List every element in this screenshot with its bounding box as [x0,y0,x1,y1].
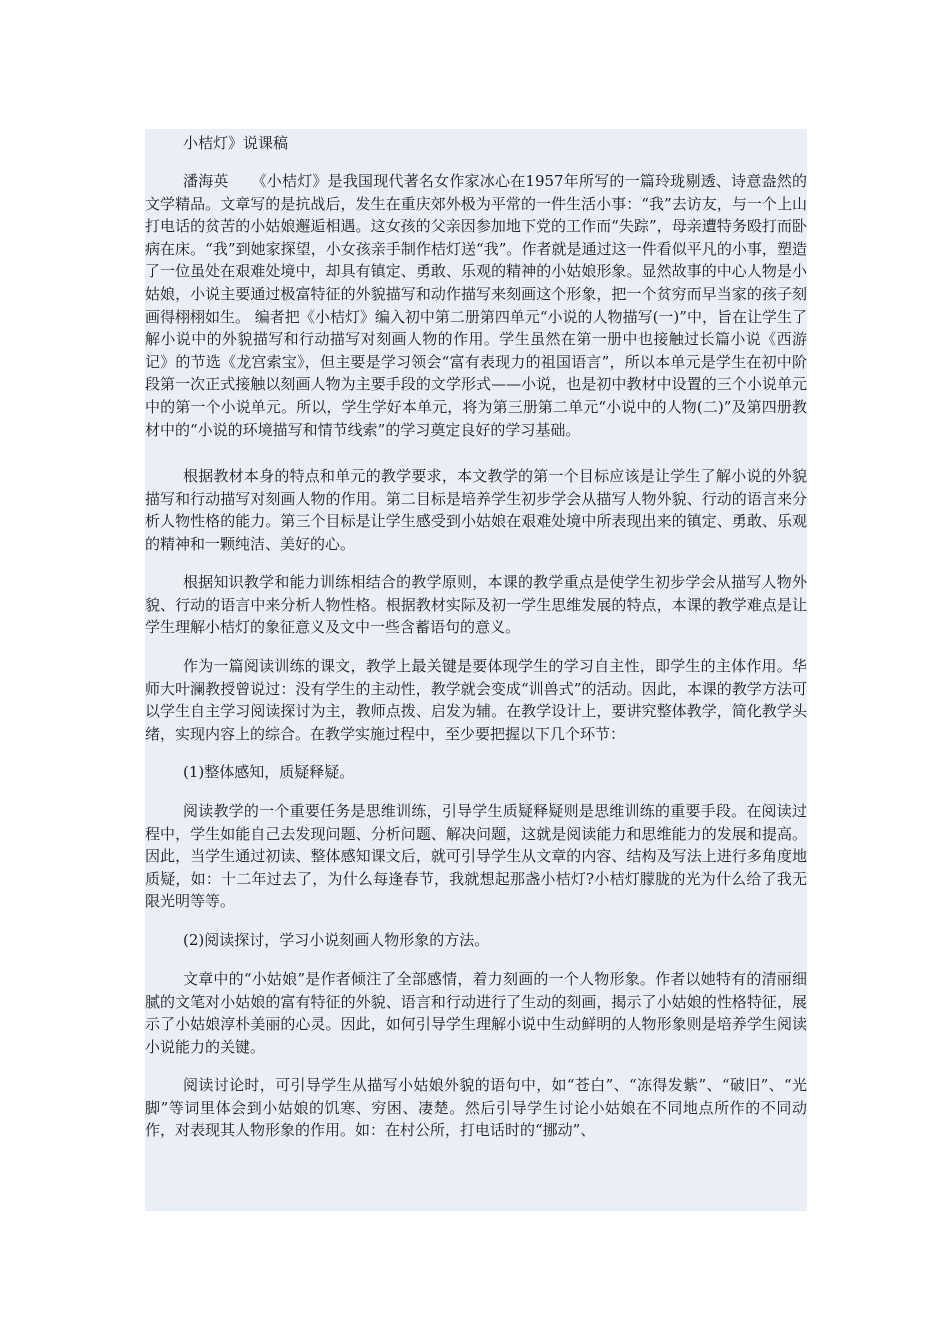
paragraph-goals: 根据教材本身的特点和单元的教学要求，本文教学的第一个目标应该是让学生了解小说的外貌描写和行动描写对刻画人物的作用。第二目标是培养学生初步学会从描写人物外貌、行动的语言来分析人物性格的能力。第三个目标是让学生感受到小姑娘在艰难处境中所表现出来的镇定、勇敢、乐观的精神和一颗纯洁、美好的心。 [145,467,807,553]
paragraph-method: 作为一篇阅读训练的课文，教学上最关键是要体现学生的学习自主性，即学生的主体作用。华师大叶澜教授曾说过：没有学生的主动性，教学就会变成“训兽式”的活动。因此，本课的教学方法可以学生自主学习阅读探讨为主，教师点拨、启发为辅。在教学设计上，要讲究整体教学，简化教学头绪，实现内容上的综合。在教学实施过程中，至少要把握以下几个环节： [145,657,807,743]
paragraph-character: 文章中的“小姑娘”是作者倾注了全部感情，着力刻画的一个人物形象。作者以她特有的清丽细腻的文笔对小姑娘的富有特征的外貌、语言和行动进行了生动的刻画，揭示了小姑娘的性格特征，展示了小姑娘淳朴美丽的心灵。因此，如何引导学生理解小说中生动鲜明的人物形象则是培养学生阅读小说能力的关键。 [145,970,807,1056]
paragraph-intro: 潘海英 《小桔灯》是我国现代著名女作家冰心在1957年所写的一篇玲珑剔透、诗意盎然的文学精品。文章写的是抗战后，发生在重庆郊外极为平常的一件生活小事：“我”去访友，与一个上山打电话的贫苦的小姑娘邂逅相遇。这女孩的父亲因参加地下党的工作而“失踪”，母亲遭特务殴打而卧病在床。“我”到她家探望，小女孩亲手制作桔灯送“我”。作者就是通过这一件看似平凡的小事，塑造了一位虽处在艰难处境中，却具有镇定、勇敢、乐观的精神的小姑娘形象。显然故事的中心人物是小姑娘，小说主要通过极富特征的外貌描写和动作描写来刻画这个形象，把一个贫穷而早当家的孩子刻画得栩栩如生。 编者把《小桔灯》编入初中第二册第四单元“小说的人物描写(一)”中，旨在让学生了解小说中的外貌描写和行动描写对刻画人物的作用。学生虽然在第一册中也接触过长篇小说《西游记》的节选《龙宫索宝》，但主要是学习领会“富有表现力的祖国语言”，所以本单元是学生在初中阶段第一次正式接触以刻画人物为主要手段的文学形式——小说，也是初中教材中设置的三个小说单元中的第一个小说单元。所以，学生学好本单元，将为第三册第二单元“小说中的人物(二)”及第四册教材中的“小说的环境描写和情节线索”的学习奠定良好的学习基础。 [145,172,807,439]
paragraph-discussion: 阅读讨论时，可引导学生从描写小姑娘外貌的语句中，如“苍白”、“冻得发紫”、“破旧”、“光脚”等词里体会到小姑娘的饥寒、穷困、凄楚。然后引导学生讨论小姑娘在不同地点所作的不同动作，对表现其人物形象的作用。如：在村公所，打电话时的“挪动”、 [145,1076,807,1140]
document-title: 小桔灯》说课稿 [183,134,289,152]
section-heading-2: (2)阅读探讨，学习小说刻画人物形象的方法。 [183,931,490,949]
section-heading-1: (1)整体感知，质疑释疑。 [183,763,355,781]
paragraph-focus: 根据知识教学和能力训练相结合的教学原则，本课的教学重点是使学生初步学会从描写人物外貌、行动的语言中来分析人物性格。根据教材实际及初一学生思维发展的特点，本课的教学难点是让学生理解小桔灯的象征意义及文中一些含蓄语句的意义。 [145,573,807,637]
document-page [145,129,807,1211]
paragraph-thinking: 阅读教学的一个重要任务是思维训练，引导学生质疑释疑则是思维训练的重要手段。在阅读过程中，学生如能自己去发现问题、分析问题、解决问题，这就是阅读能力和思维能力的发展和提高。因此，当学生通过初读、整体感知课文后，就可引导学生从文章的内容、结构及写法上进行多角度地质疑，如：十二年过去了，为什么每逢春节，我就想起那盏小桔灯?小桔灯朦胧的光为什么给了我无限光明等等。 [145,802,807,911]
